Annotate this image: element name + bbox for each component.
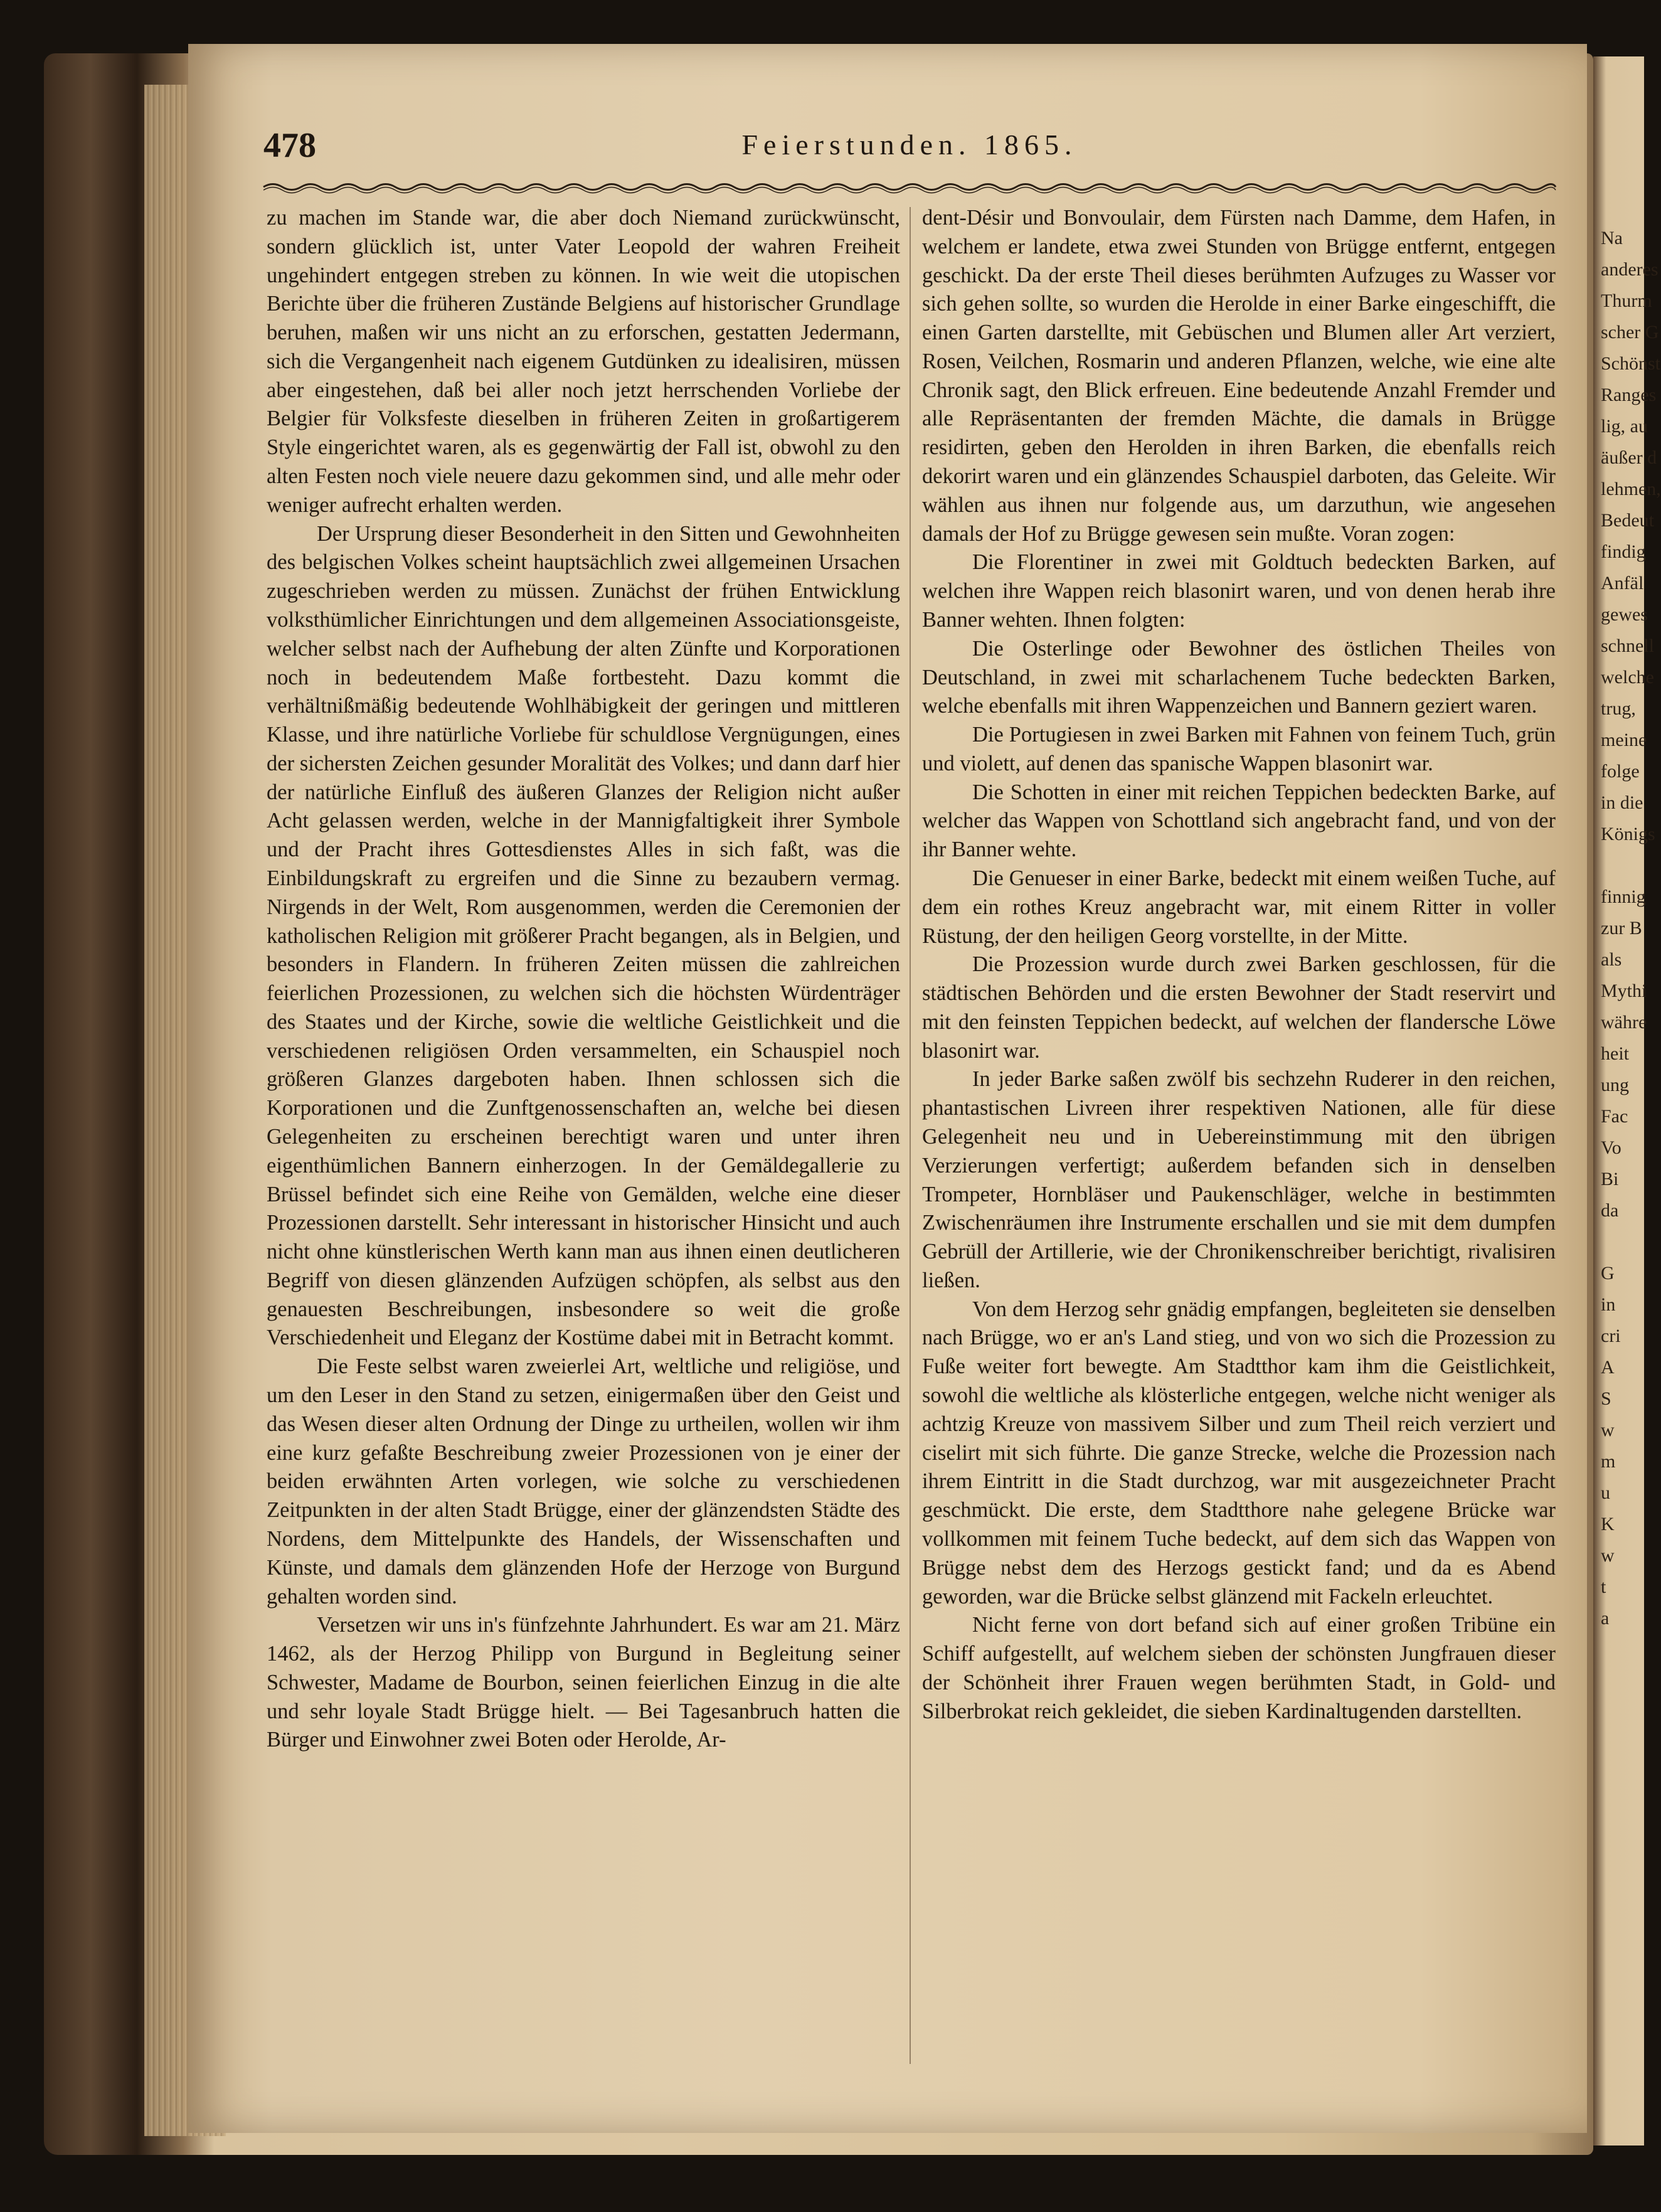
fragment-line: Bedeut	[1601, 510, 1654, 531]
fragment-line	[1601, 1226, 1644, 1258]
paragraph: zu machen im Stande war, die aber doch Niemand zurückwünscht, sondern glücklich ist, unter Vater Leopold der wahren Freiheit ungehindert entgegen streben zu können. In wie weit die utopischen Berichte über die früheren Zustände Belgiens auf historischer Grundlage beruhen, maßen wir uns nicht an zu erforschen, gestatten Jedermann, sich die Vergangenheit nach eigenem Gutdünken zu idealisiren, müssen aber eingestehen, daß bei aller noch jetzt herrschenden Vorliebe der Belgier für Volksfeste dieselben in früheren Zeiten in großartigerem Style eingerichtet waren, als es gegenwärtig der Fall ist, obwohl zu den alten Festen noch viele neuere dazu gekommen sind, und alle mehr oder weniger aufrecht erhalten werden.	[267, 206, 900, 517]
fragment-line: anderes	[1601, 259, 1658, 280]
fragment-line: als	[1601, 949, 1622, 970]
fragment-line: Bi	[1601, 1169, 1619, 1189]
paragraph: Von dem Herzog sehr gnädig empfangen, begleiteten sie denselben nach Brügge, wo er an's Land stieg, und von wo sich die Prozession zu Fuße weiter fort bewegte. Am Stadtthor kam ihm die Geistlichkeit, sowohl die weltliche als klösterliche entgegen, welche nicht weniger als achtzig Kreuze von massivem Silber und zum Theil reich verziert und ciselirt mit sich führte. Die ganze Strecke, welche die Prozession nach ihrem Eintritt in die Stadt durchzog, war mit ausgezeichneter Pracht geschmückt. Die erste, dem Stadtthore nahe gelegene Brücke war vollkommen mit feinem Tuche bedeckt, auf dem sich das Wappen von Brügge nebst dem des Herzogs gestickt fand; und da es Abend geworden, war die Brücke selbst glänzend mit Fackeln erleuchtet.	[922, 1297, 1556, 1608]
text-column-right	[922, 204, 1556, 2086]
paragraph: In jeder Barke saßen zwölf bis sechzehn Ruderer in den reichen, phantastischen Livreen ihrer respektiven Nationen, alle für diese Gelegenheit neu und in Uebereinstimmung mit den übrigen Verzierungen verfertigt; außerdem befanden sich in denselben Trompeter, Hornbläser und Paukenschläger, welche in bestimmten Zwischenräumen ihre Instrumente erschallen und sie mit dem dumpfen Gebrüll der Artillerie, wie der Chronikenschreiber berichtigt, rivalisiren ließen.	[922, 1067, 1556, 1292]
fragment-line: u	[1601, 1482, 1610, 1503]
fragment-line: S	[1601, 1388, 1611, 1409]
fragment-line: G	[1601, 1263, 1615, 1284]
fragment-line: welche	[1601, 667, 1654, 688]
running-title: Feierstunden. 1865.	[741, 129, 1078, 161]
fragment-line: meine	[1601, 730, 1647, 750]
page-header	[263, 125, 1556, 169]
fragment-line: in	[1601, 1294, 1616, 1315]
fragment-line: w	[1601, 1545, 1615, 1566]
fragment-line: Fac	[1601, 1106, 1628, 1127]
fragment-line: trug,	[1601, 698, 1636, 719]
fragment-line: Schönst	[1601, 353, 1661, 374]
fragment-line: lehmen,	[1601, 479, 1661, 499]
fragment-line: a	[1601, 1608, 1610, 1629]
fragment-line: finnig	[1601, 886, 1646, 907]
fragment-line: findig	[1601, 541, 1646, 562]
paragraph: Versetzen wir uns in's fünfzehnte Jahrhundert. Es war am 21. März 1462, als der Herzog Philipp von Burgund in Begleitung seiner Schwester, Madame de Bourbon, seinen feierlichen Einzug in die alte und sehr loyale Stadt Brügge hielt. — Bei Tagesanbruch hatten die Bürger und Einwohner zwei Boten oder Herolde, Ar-	[267, 1613, 900, 1752]
fragment-line: äußer d	[1601, 447, 1657, 468]
text-column-left	[267, 204, 900, 2086]
fragment-line: cri	[1601, 1326, 1621, 1346]
ornamental-rule	[263, 179, 1556, 195]
fragment-line: ung	[1601, 1075, 1629, 1095]
page-number: 478	[263, 126, 316, 165]
paragraph: Der Ursprung dieser Besonderheit in den Sitten und Gewohnheiten des belgischen Volkes scheint hauptsächlich zwei allgemeinen Ursachen zugeschrieben werden zu müssen. Zunächst der frühen Entwicklung volksthümlicher Einrichtungen und dem allgemeinen Associationsgeiste, welcher selbst nach der Aufhebung der alten Zünfte und Korporationen noch in bedeutendem Maße fortbesteht. Dazu kommt die verhältnißmäßig bedeutende Wohlhäbigkeit der geringen und mittleren Klasse, und ihre natürliche Vorliebe für schuldlose Vergnügungen, eines der sichersten Zeichen gesunder Moralität des Volkes; und dann darf hier der natürliche Einfluß des äußeren Glanzes der Religion nicht außer Acht gelassen werden, welche in der Mannigfaltigkeit ihrer Symbole und der Pracht ihres Gottesdienstes Alles in sich faßt, was die Einbildungskraft zu ergreifen und die Sinne zu bezaubern vermag. Nirgends in der Welt, Rom ausgenommen, werden die Ceremonien der katholischen Religion mit größerer Pracht begangen, als in Belgien, und besonders in Flandern. In früheren Zeiten müssen die zahlreichen feierlichen Prozessionen, zu welchen sich die höchsten Würdenträger des Staates und der Kirche, sowie die weltliche Geistlichkeit und die verschiedenen religiösen Orden versammelten, ein Schauspiel noch größeren Glanzes dargeboten haben. Ihnen schlossen sich die Korporationen und die Zunftgenossenschaften an, welche bei diesen Gelegenheiten zu erscheinen berechtigt waren und unter ihren eigenthümlichen Bannern einherzogen. In der Gemäldegallerie zu Brüssel befindet sich eine Reihe von Gemälden, welche eine dieser Prozessionen darstellt. Sehr interessant in historischer Hinsicht und auch nicht ohne künstlerischen Werth kann man aus ihnen einen deutlicheren Begriff von diesen glänzenden Aufzügen schöpfen, als selbst aus den genauesten Beschreibungen, insbesondere so weit die große Verschiedenheit und Eleganz der Kostüme dabei mit in Betracht kommt.	[267, 521, 900, 1350]
fragment-line: schnell	[1601, 635, 1654, 656]
fragment-line: A	[1601, 1357, 1615, 1378]
fragment-line: gewes	[1601, 604, 1648, 625]
fragment-line: Thurm	[1601, 290, 1652, 311]
column-divider	[910, 207, 911, 2064]
fragment-line: folge	[1601, 761, 1640, 782]
fragment-line: Königs	[1601, 824, 1655, 844]
fragment-line: K	[1601, 1514, 1615, 1534]
paragraph: Die Portugiesen in zwei Barken mit Fahnen von feinem Tuch, grün und violett, auf denen das spanische Wappen blasonirt war.	[922, 723, 1556, 775]
paragraph: Die Osterlinge oder Bewohner des östlichen Theiles von Deutschland, in zwei mit scharlachenem Tuche bedeckten Barken, welche ebenfalls mit ihren Wappenzeichen und Bannern geziert waren.	[922, 636, 1556, 718]
fragment-line: t	[1601, 1577, 1606, 1597]
paragraph: Die Schotten in einer mit reichen Teppichen bedeckten Barke, auf welcher das Wappen von Schottland sich angebracht fand, und von der ihr Banner wehte.	[922, 780, 1556, 862]
paragraph: Die Feste selbst waren zweierlei Art, weltliche und religiöse, und um den Leser in den Stand zu setzen, einigermaßen über den Geist und das Wesen dieser alten Ordnung der Dinge zu urtheilen, wollen wir ihm eine kurz gefaßte Beschreibung zweier Prozessionen von je einer der beiden erwähnten Arten vorlegen, wie solche zu verschiedenen Zeitpunkten in der alten Stadt Brügge, einer der glänzendsten Städte des Nordens, dem Mittelpunkte des Handels, der Wissenschaften und Künste, und damals dem glänzenden Hofe der Herzoge von Burgund gehalten worden sind.	[267, 1354, 900, 1608]
fragment-line	[1601, 850, 1644, 881]
fragment-line: währe	[1601, 1012, 1647, 1033]
fragment-line: Na	[1601, 228, 1623, 248]
fragment-line: m	[1601, 1451, 1616, 1472]
fragment-line: Vo	[1601, 1137, 1621, 1158]
fragment-line: Ranges	[1601, 385, 1657, 405]
book-page	[188, 44, 1587, 2133]
fragment-line: heit	[1601, 1043, 1629, 1064]
fragment-line: zur B	[1601, 918, 1642, 939]
fragment-line: w	[1601, 1420, 1615, 1440]
fragment-line: in die	[1601, 792, 1643, 813]
fragment-line: Anfäl	[1601, 573, 1644, 593]
paragraph: Die Florentiner in zwei mit Goldtuch bedeckten Barken, auf welchen ihre Wappen reich blasonirt waren, und von denen herab ihre Banner wehten. Ihnen folgten:	[922, 550, 1556, 632]
paragraph: dent-Désir und Bonvoulair, dem Fürsten nach Damme, dem Hafen, in welchem er landete, etwa zwei Stunden von Brügge entfernt, entgegen geschickt. Da der erste Theil dieses berühmten Aufzuges zu Wasser vor sich gehen sollte, so wurden die Herolde in einer Barke eingeschifft, die einen Garten darstellte, mit Gebüschen und Blumen aller Art verziert, Rosen, Veilchen, Rosmarin und anderen Pflanzen, welche, wie eine alte Chronik sagt, den Blick erfreuen. Eine bedeutende Anzahl Fremder und alle Repräsentanten der fremden Mächte, die damals in Brügge residirten, geben den Herolden in ihren Barken, die ebenfalls reich dekorirt waren und ein glänzendes Schauspiel darboten, das Geleite. Wir wählen aus ihnen nur folgende aus, um darzuthun, wie angesehen damals der Hof zu Brügge gewesen sein mußte. Voran zogen:	[922, 206, 1556, 546]
fragment-line: da	[1601, 1200, 1619, 1221]
paragraph: Die Genueser in einer Barke, bedeckt mit einem weißen Tuche, auf dem ein rothes Kreuz angebracht war, mit einem Ritter in voller Rüstung, der den heiligen Georg vorstellte, in der Mitte.	[922, 866, 1556, 948]
paragraph: Die Prozession wurde durch zwei Barken geschlossen, für die städtischen Behörden und die ersten Bewohner der Stadt reservirt und mit den feinsten Teppichen bedeckt, auf welchen der flandersche Löwe blasonirt war.	[922, 952, 1556, 1063]
facing-page-text-fragments	[1601, 223, 1661, 1634]
fragment-line: scher G	[1601, 322, 1659, 343]
fragment-line: lig, au	[1601, 416, 1648, 437]
fragment-line: Mythi	[1601, 981, 1647, 1001]
paragraph: Nicht ferne von dort befand sich auf einer großen Tribüne ein Schiff aufgestellt, auf welchem sieben der schönsten Jungfrauen dieser der Schönheit ihrer Frauen wegen berühmten Stadt, in Gold- und Silberbrokat reich gekleidet, die sieben Kardinaltugenden darstellten.	[922, 1613, 1556, 1723]
